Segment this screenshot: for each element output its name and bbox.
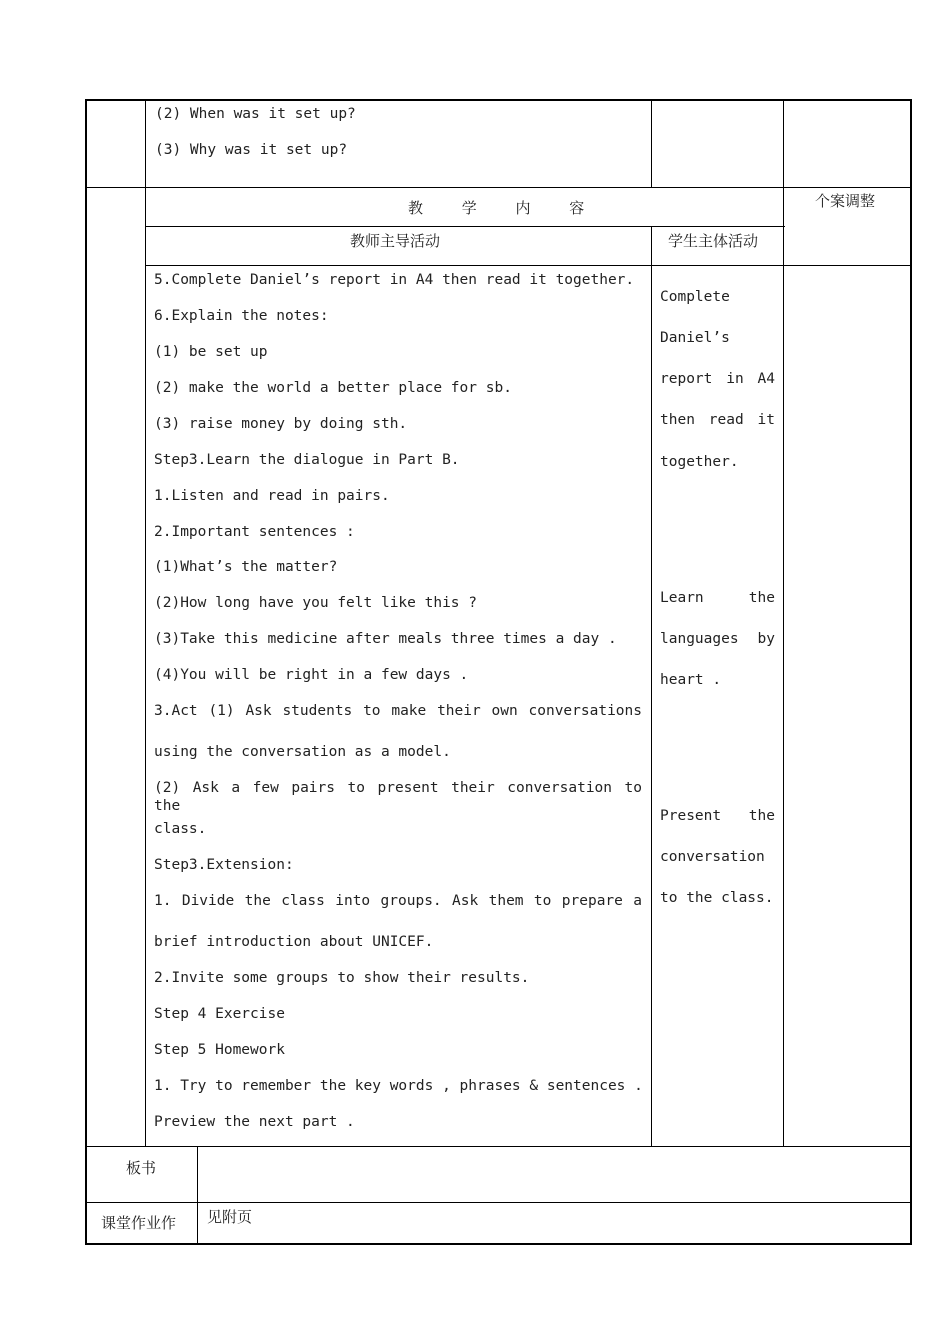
teacher-line: 1.Listen and read in pairs. xyxy=(154,488,390,504)
col-divider xyxy=(651,226,652,1147)
header-divider xyxy=(145,226,785,227)
student-line: languages by xyxy=(660,631,775,647)
teacher-line: (1)What’s the matter? xyxy=(154,559,338,575)
teacher-line: (2) Ask a few pairs to present their conversation to the xyxy=(154,780,642,814)
homework-label: 课堂作业作 xyxy=(101,1214,177,1232)
question-line: (3) Why was it set up? xyxy=(155,142,348,158)
student-line: Learn the xyxy=(660,590,775,606)
student-line: Daniel’s xyxy=(660,330,730,346)
table-border-top xyxy=(85,99,912,101)
teacher-line: 2.Invite some groups to show their results. xyxy=(154,970,530,986)
student-line: Present the xyxy=(660,808,775,824)
teacher-line: 6.Explain the notes: xyxy=(154,308,329,324)
teacher-line: brief introduction about UNICEF. xyxy=(154,934,434,950)
blackboard-label: 板书 xyxy=(126,1159,157,1177)
homework-value: 见附页 xyxy=(207,1208,253,1226)
teacher-line: (1) be set up xyxy=(154,344,268,360)
teacher-line: Step 4 Exercise xyxy=(154,1006,285,1022)
teacher-line: (3)Take this medicine after meals three times a day . xyxy=(154,631,617,647)
table-border-bottom xyxy=(85,1243,912,1245)
case-adjust-label: 个案调整 xyxy=(815,192,876,210)
table-border-right xyxy=(910,99,912,1245)
teacher-line: Step 5 Homework xyxy=(154,1042,285,1058)
teacher-line: Preview the next part . xyxy=(154,1114,355,1130)
teacher-line: 5.Complete Daniel’s report in A4 then read it together. xyxy=(154,272,635,288)
student-line: together. xyxy=(660,454,739,470)
teacher-column-header: 教师主导活动 xyxy=(350,232,441,250)
teacher-line: (4)You will be right in a few days . xyxy=(154,667,469,683)
student-line: Complete xyxy=(660,289,730,305)
col-divider xyxy=(197,1146,198,1244)
teacher-line: (2)How long have you felt like this ? xyxy=(154,595,478,611)
row-divider xyxy=(85,1146,912,1147)
teacher-line: Step3.Extension: xyxy=(154,857,294,873)
teacher-line: 3.Act (1) Ask students to make their own conversations xyxy=(154,703,642,719)
section-header: 教 学 内 容 xyxy=(408,199,602,217)
teacher-line: (3) raise money by doing sth. xyxy=(154,416,408,432)
student-line: then read it xyxy=(660,412,775,428)
teacher-line: 1. Try to remember the key words , phrases & sentences . xyxy=(154,1078,643,1094)
row-divider xyxy=(85,187,912,188)
teacher-line: Step3.Learn the dialogue in Part B. xyxy=(154,452,460,468)
row-divider xyxy=(85,1202,912,1203)
table-border-left xyxy=(85,99,87,1245)
student-line: to the class. xyxy=(660,890,774,906)
student-line: conversation xyxy=(660,849,765,865)
teacher-line: using the conversation as a model. xyxy=(154,744,451,760)
teacher-line: 2.Important sentences : xyxy=(154,524,355,540)
student-line: heart . xyxy=(660,672,722,688)
col-divider xyxy=(651,99,652,188)
subheader-divider xyxy=(145,265,912,266)
col-divider xyxy=(783,99,784,1147)
col-divider xyxy=(145,99,146,1147)
student-line: report in A4 xyxy=(660,371,775,387)
student-column-header: 学生主体活动 xyxy=(668,232,759,250)
teacher-line: (2) make the world a better place for sb. xyxy=(154,380,512,396)
teacher-line: 1. Divide the class into groups. Ask them to prepare a xyxy=(154,893,642,909)
teacher-line: class. xyxy=(154,821,207,837)
question-line: (2) When was it set up? xyxy=(155,106,356,122)
